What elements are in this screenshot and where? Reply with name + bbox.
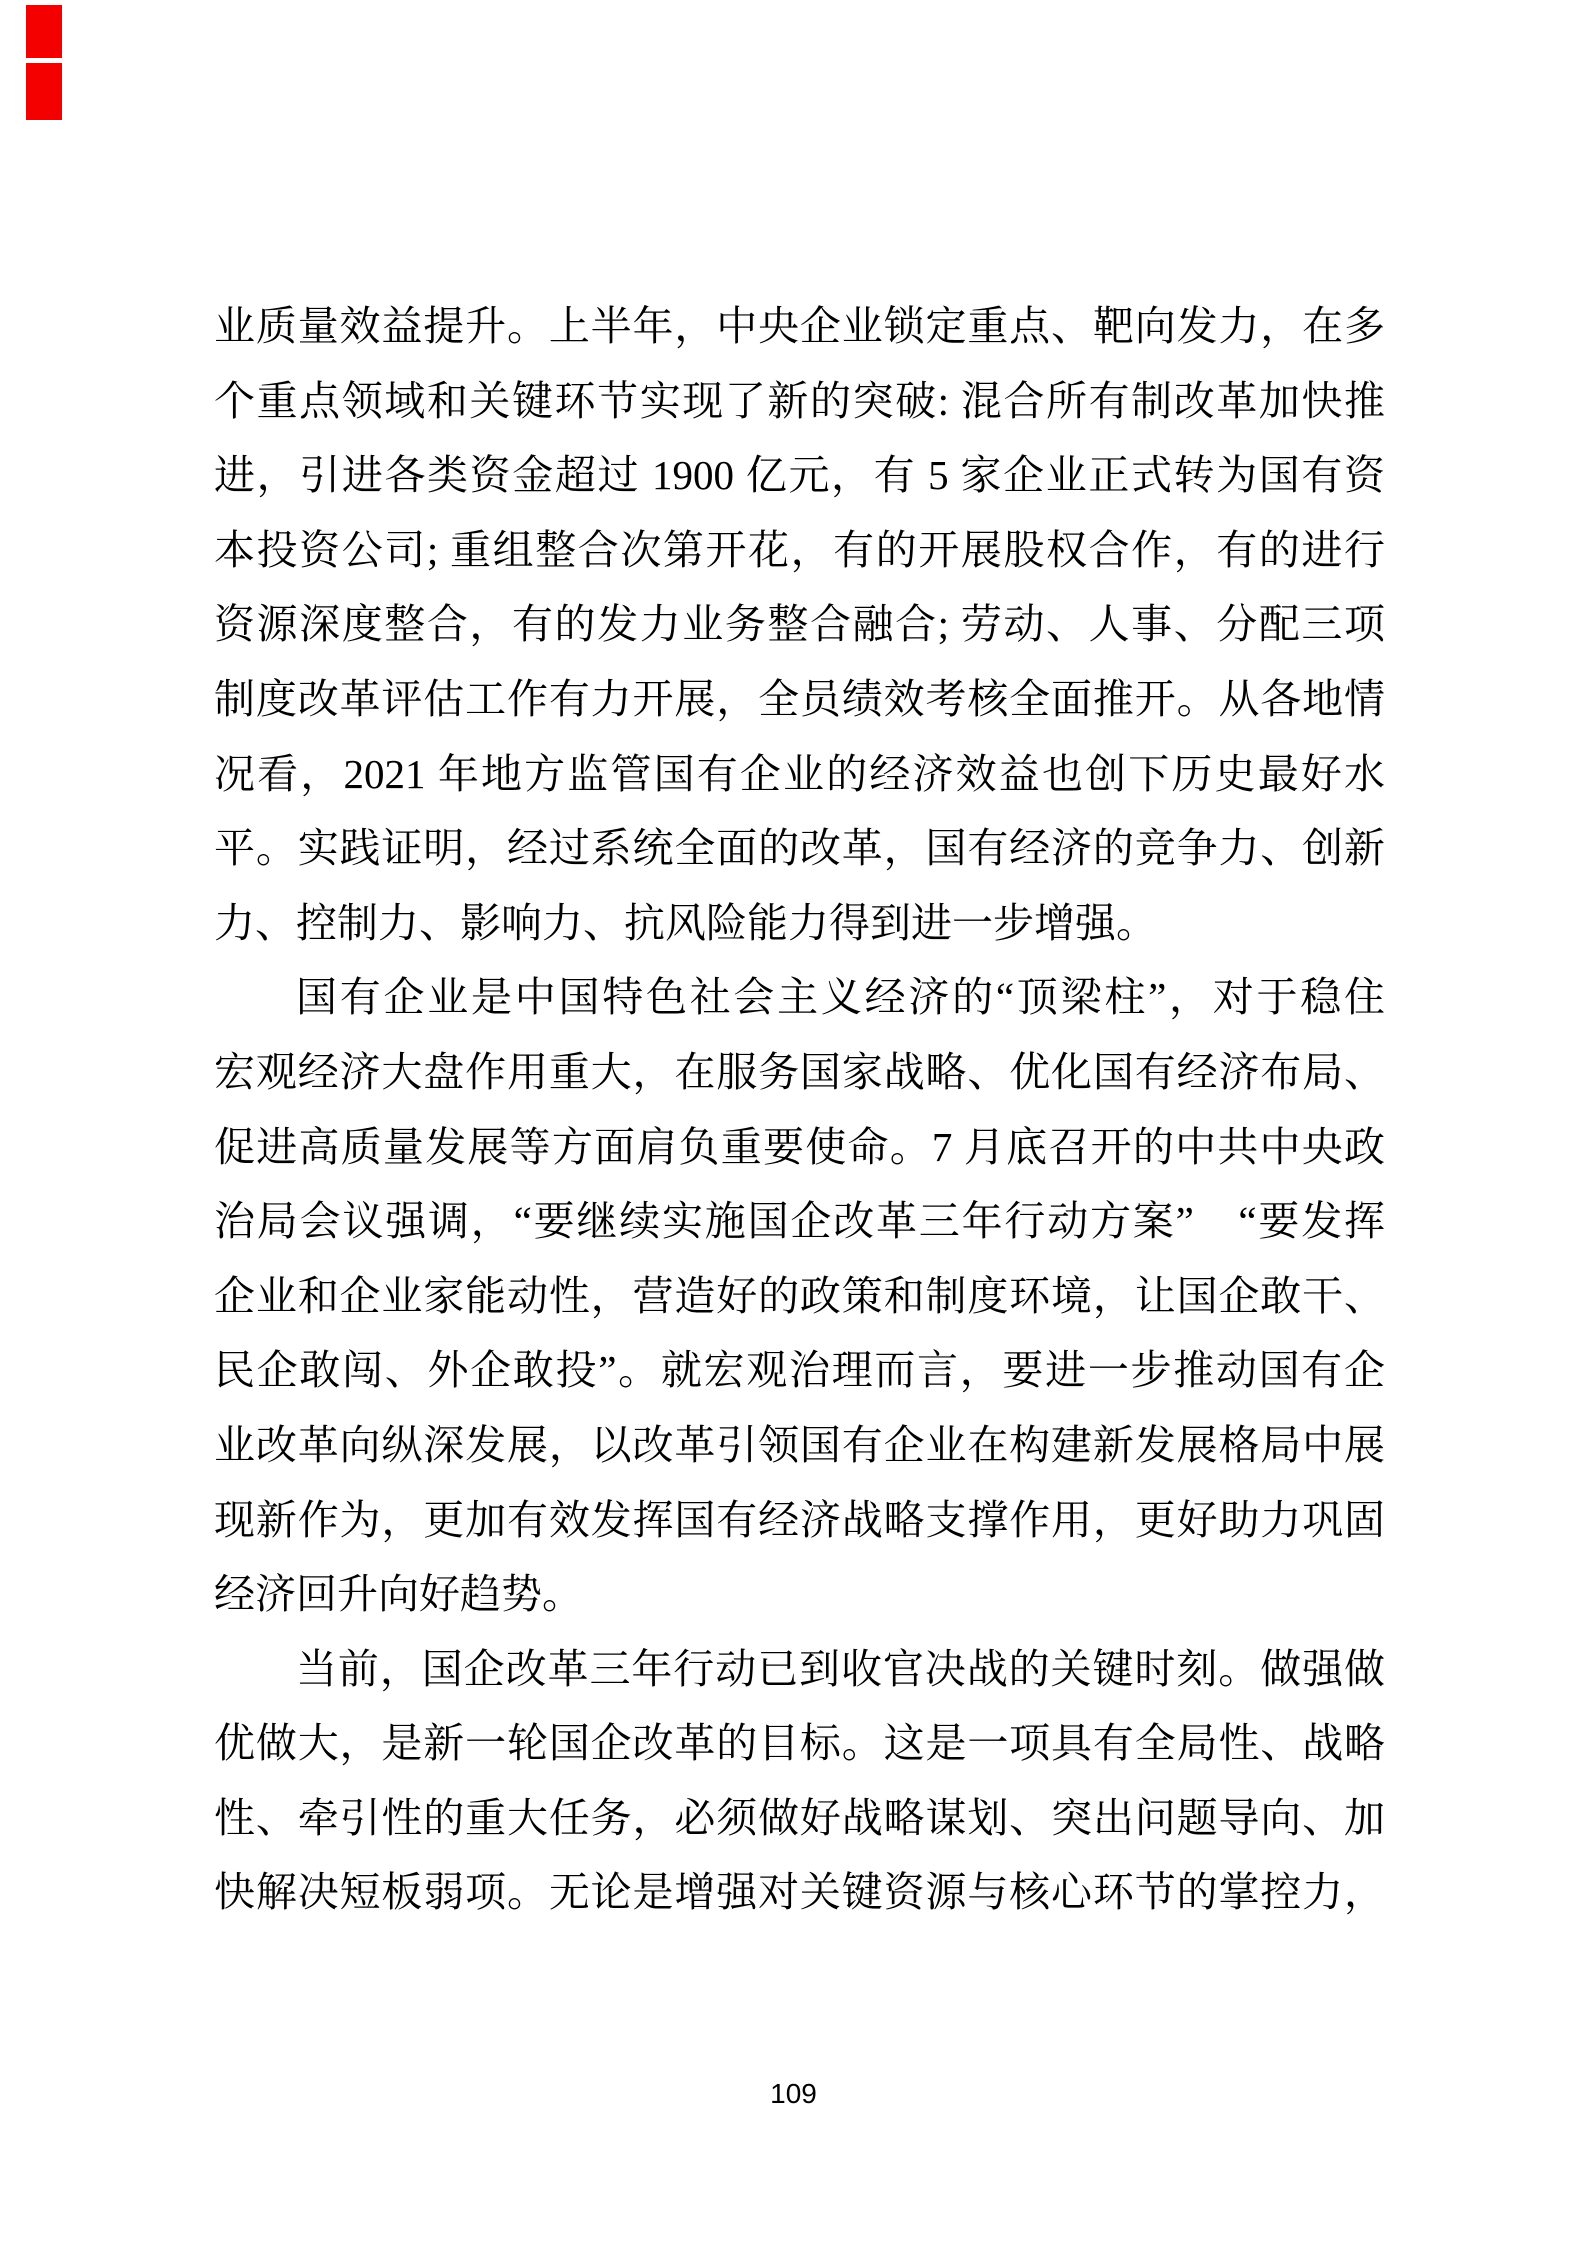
text-line: 现新作为，更加有效发挥国有经济战略支撑作用，更好助力巩固 — [214, 1496, 1385, 1543]
red-annotation-mark — [26, 5, 62, 58]
text-line: 企业和企业家能动性，营造好的政策和制度环境，让国企敢干、 — [214, 1272, 1385, 1319]
text-line: 促进高质量发展等方面肩负重要使命。7 月底召开的中共中央政 — [214, 1123, 1385, 1170]
text-line: 经济回升向好趋势。 — [214, 1571, 583, 1618]
page-footer — [0, 2080, 1587, 2108]
text-line: 宏观经济大盘作用重大，在服务国家战略、优化国有经济布局、 — [214, 1048, 1385, 1095]
text-line: 当前，国企改革三年行动已到收官决战的关键时刻。做强做 — [296, 1645, 1385, 1692]
text-line: 平。实践证明，经过系统全面的改革，国有经济的竞争力、创新 — [214, 825, 1385, 872]
text-line: 个重点领域和关键环节实现了新的突破: 混合所有制改革加快推 — [214, 377, 1385, 424]
text-line: 力、控制力、影响力、抗风险能力得到进一步增强。 — [214, 899, 1157, 946]
text-line: 性、牵引性的重大任务，必须做好战略谋划、突出问题导向、加 — [214, 1794, 1385, 1841]
text-line: 治局会议强调，“要继续实施国企改革三年行动方案” “要发挥 — [214, 1198, 1385, 1245]
text-line: 进，引进各类资金超过 1900 亿元，有 5 家企业正式转为国有资 — [214, 452, 1385, 499]
body-text — [214, 289, 1385, 1930]
text-line: 快解决短板弱项。无论是增强对关键资源与核心环节的掌控力， — [214, 1869, 1385, 1916]
text-line: 国有企业是中国特色社会主义经济的“顶梁柱”，对于稳住 — [296, 974, 1385, 1021]
text-line: 优做大，是新一轮国企改革的目标。这是一项具有全局性、战略 — [214, 1720, 1385, 1767]
text-line: 本投资公司; 重组整合次第开花，有的开展股权合作，有的进行 — [214, 526, 1385, 573]
text-line: 况看，2021 年地方监管国有企业的经济效益也创下历史最好水 — [214, 750, 1385, 797]
page-number: 109 — [770, 2078, 817, 2109]
text-line: 制度改革评估工作有力开展，全员绩效考核全面推开。从各地情 — [214, 675, 1385, 722]
text-line: 资源深度整合，有的发力业务整合融合; 劳动、人事、分配三项 — [214, 601, 1385, 648]
text-line: 业改革向纵深发展，以改革引领国有企业在构建新发展格局中展 — [214, 1421, 1385, 1468]
text-line: 业质量效益提升。上半年，中央企业锁定重点、靶向发力，在多 — [214, 303, 1385, 349]
text-line: 民企敢闯、外企敢投”。就宏观治理而言，要进一步推动国有企 — [214, 1347, 1385, 1394]
red-annotation-mark — [26, 63, 62, 120]
